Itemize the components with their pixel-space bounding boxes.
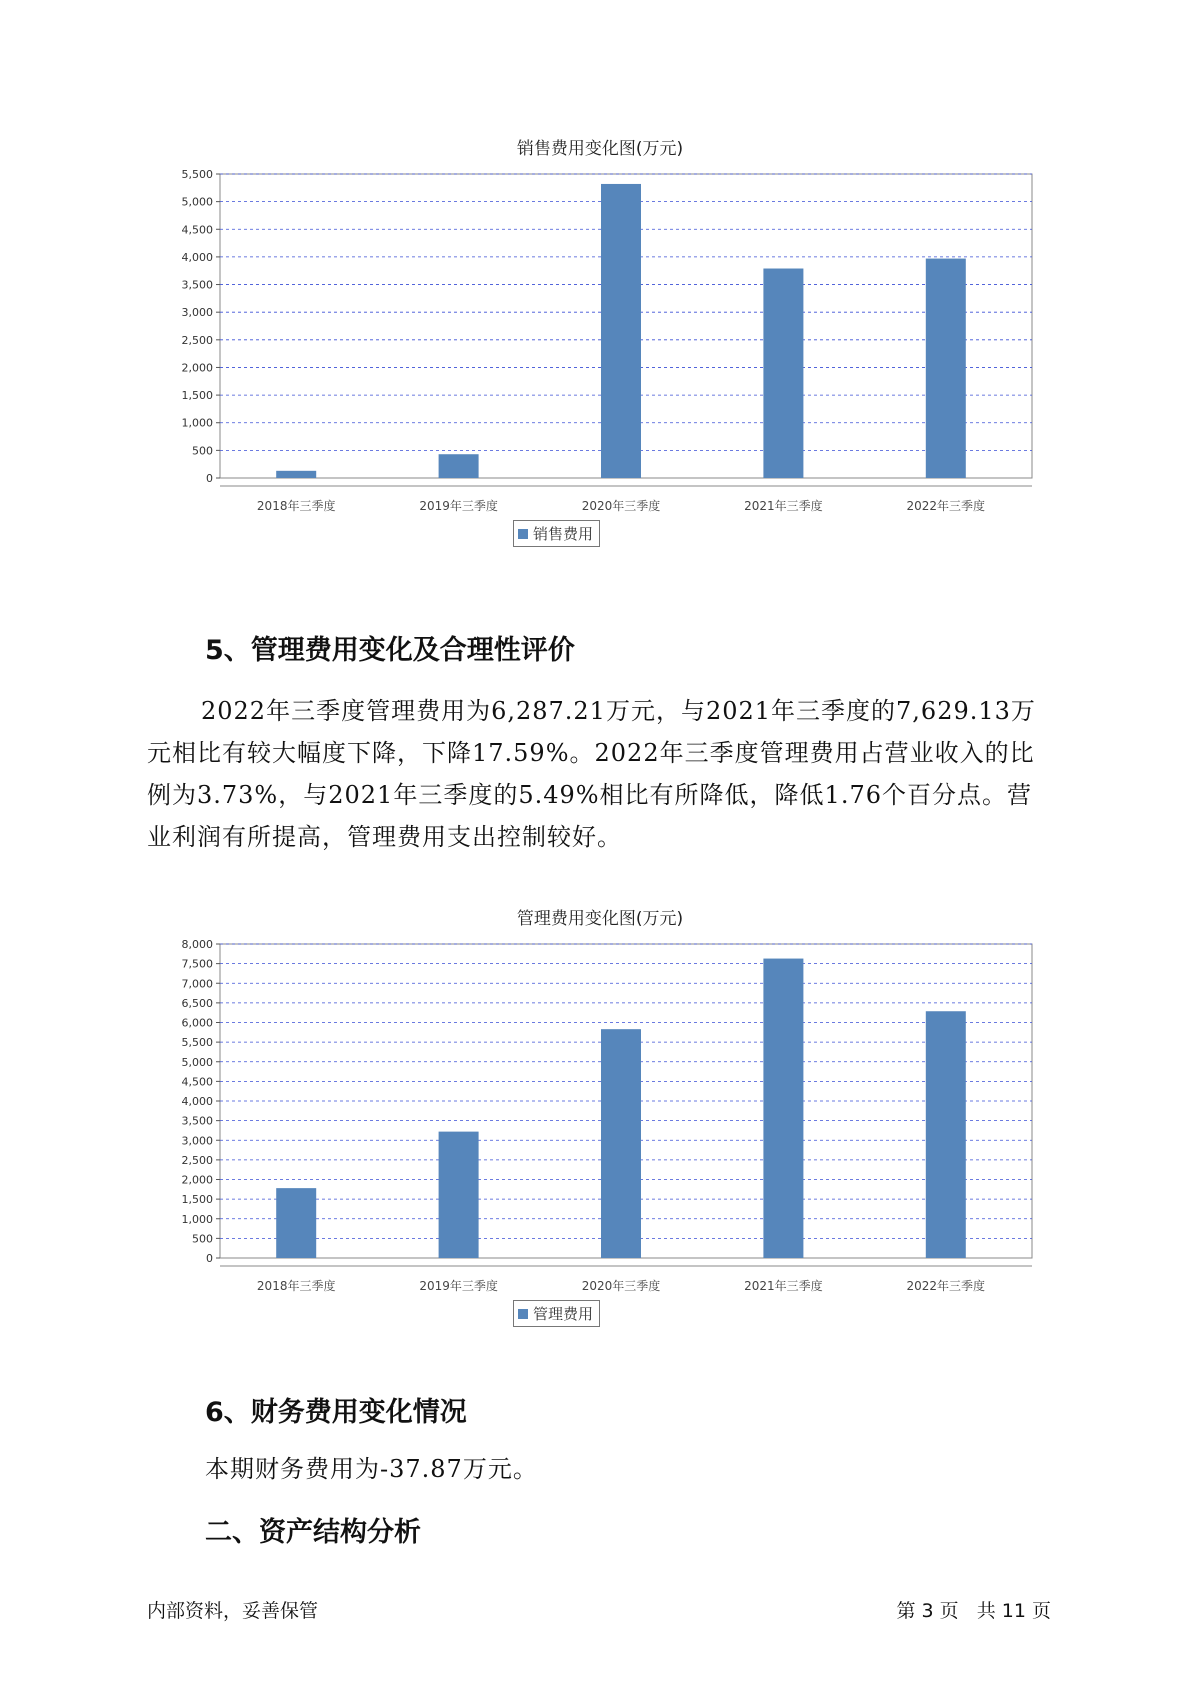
x-tick-label: 2022年三季度 bbox=[906, 499, 986, 513]
bar bbox=[276, 471, 316, 478]
y-tick-label: 4,000 bbox=[181, 1095, 213, 1108]
y-tick-label: 7,000 bbox=[181, 977, 213, 991]
chart-title: 销售费用变化图(万元) bbox=[516, 139, 684, 159]
y-tick-label: 500 bbox=[192, 1232, 213, 1246]
y-tick-label: 3,500 bbox=[181, 278, 213, 292]
y-tick-label: 1,500 bbox=[181, 389, 213, 403]
section-6-body: 本期财务费用为-37.87万元。 bbox=[205, 1455, 538, 1483]
bar bbox=[926, 1011, 966, 1258]
bar bbox=[601, 184, 641, 478]
y-tick-label: 7,500 bbox=[181, 957, 213, 971]
x-tick-label: 2020年三季度 bbox=[581, 1279, 661, 1293]
bar bbox=[926, 259, 966, 478]
section-two-heading: 二、资产结构分析 bbox=[205, 1517, 421, 1548]
y-tick-label: 1,500 bbox=[181, 1193, 213, 1207]
x-tick-label: 2018年三季度 bbox=[256, 499, 336, 513]
y-tick-label: 5,000 bbox=[181, 1055, 213, 1069]
y-tick-label: 6,500 bbox=[181, 996, 213, 1010]
legend-label: 销售费用 bbox=[533, 525, 594, 543]
chart-title: 管理费用变化图(万元) bbox=[516, 909, 684, 929]
y-tick-label: 0 bbox=[206, 1252, 213, 1265]
x-tick-label: 2020年三季度 bbox=[581, 499, 661, 513]
footer-page-number: 第 3 页 共 11 页 bbox=[896, 1600, 1051, 1622]
y-tick-label: 5,500 bbox=[181, 1036, 213, 1050]
sales-expense-chart bbox=[160, 130, 1040, 550]
x-tick-label: 2021年三季度 bbox=[744, 499, 823, 513]
y-tick-label: 4,500 bbox=[181, 1075, 213, 1089]
bar bbox=[276, 1188, 316, 1258]
legend-label: 管理费用 bbox=[533, 1305, 594, 1323]
bar bbox=[763, 959, 803, 1258]
y-tick-label: 3,000 bbox=[181, 306, 213, 320]
x-tick-label: 2022年三季度 bbox=[906, 1279, 986, 1293]
footer-left: 内部资料，妥善保管 bbox=[147, 1600, 319, 1622]
y-tick-label: 1,000 bbox=[181, 416, 213, 430]
y-tick-label: 5,500 bbox=[181, 168, 213, 181]
x-tick-label: 2018年三季度 bbox=[256, 1279, 336, 1293]
legend-swatch bbox=[518, 529, 528, 539]
bar bbox=[439, 1132, 479, 1258]
y-tick-label: 3,000 bbox=[181, 1134, 213, 1148]
y-tick-label: 4,000 bbox=[181, 250, 213, 264]
chart-legend bbox=[513, 1300, 600, 1327]
y-tick-label: 2,000 bbox=[181, 1173, 213, 1187]
section-6-paragraph bbox=[205, 1448, 1105, 1490]
x-tick-label: 2021年三季度 bbox=[744, 1279, 823, 1293]
y-tick-label: 1,000 bbox=[181, 1212, 213, 1226]
y-tick-label: 2,500 bbox=[181, 333, 213, 347]
y-tick-label: 4,500 bbox=[181, 223, 213, 237]
y-tick-label: 6,000 bbox=[181, 1016, 213, 1030]
y-tick-label: 500 bbox=[192, 444, 213, 458]
section-5-body: 2022年三季度管理费用为6,287.21万元，与2021年三季度的7,629.13万元相比有较大幅度下降，下降17.59%。2022年三季度管理费用占营业收入的比例为3.73%，与2021年三季度的5.49%相比有所降低，降低1.76个百分点。营业利润有所提高，管理费用支出控制较好。 bbox=[147, 697, 1036, 851]
y-tick-label: 2,000 bbox=[181, 361, 213, 375]
section-5-paragraph bbox=[147, 690, 1047, 858]
y-tick-label: 0 bbox=[206, 472, 213, 485]
chart-legend bbox=[513, 520, 600, 547]
legend-swatch bbox=[518, 1309, 528, 1319]
x-tick-label: 2019年三季度 bbox=[419, 1279, 498, 1293]
bar bbox=[439, 454, 479, 478]
section-6-heading: 6、财务费用变化情况 bbox=[205, 1397, 467, 1428]
y-tick-label: 5,000 bbox=[181, 195, 213, 209]
y-tick-label: 8,000 bbox=[181, 938, 213, 951]
bar bbox=[601, 1029, 641, 1258]
y-tick-label: 3,500 bbox=[181, 1114, 213, 1128]
y-tick-label: 2,500 bbox=[181, 1153, 213, 1167]
admin-expense-plot bbox=[160, 900, 1040, 1330]
bar bbox=[763, 269, 803, 478]
admin-expense-chart bbox=[160, 900, 1040, 1330]
section-5-heading: 5、管理费用变化及合理性评价 bbox=[205, 635, 575, 666]
x-tick-label: 2019年三季度 bbox=[419, 499, 498, 513]
sales-expense-plot bbox=[160, 130, 1040, 550]
